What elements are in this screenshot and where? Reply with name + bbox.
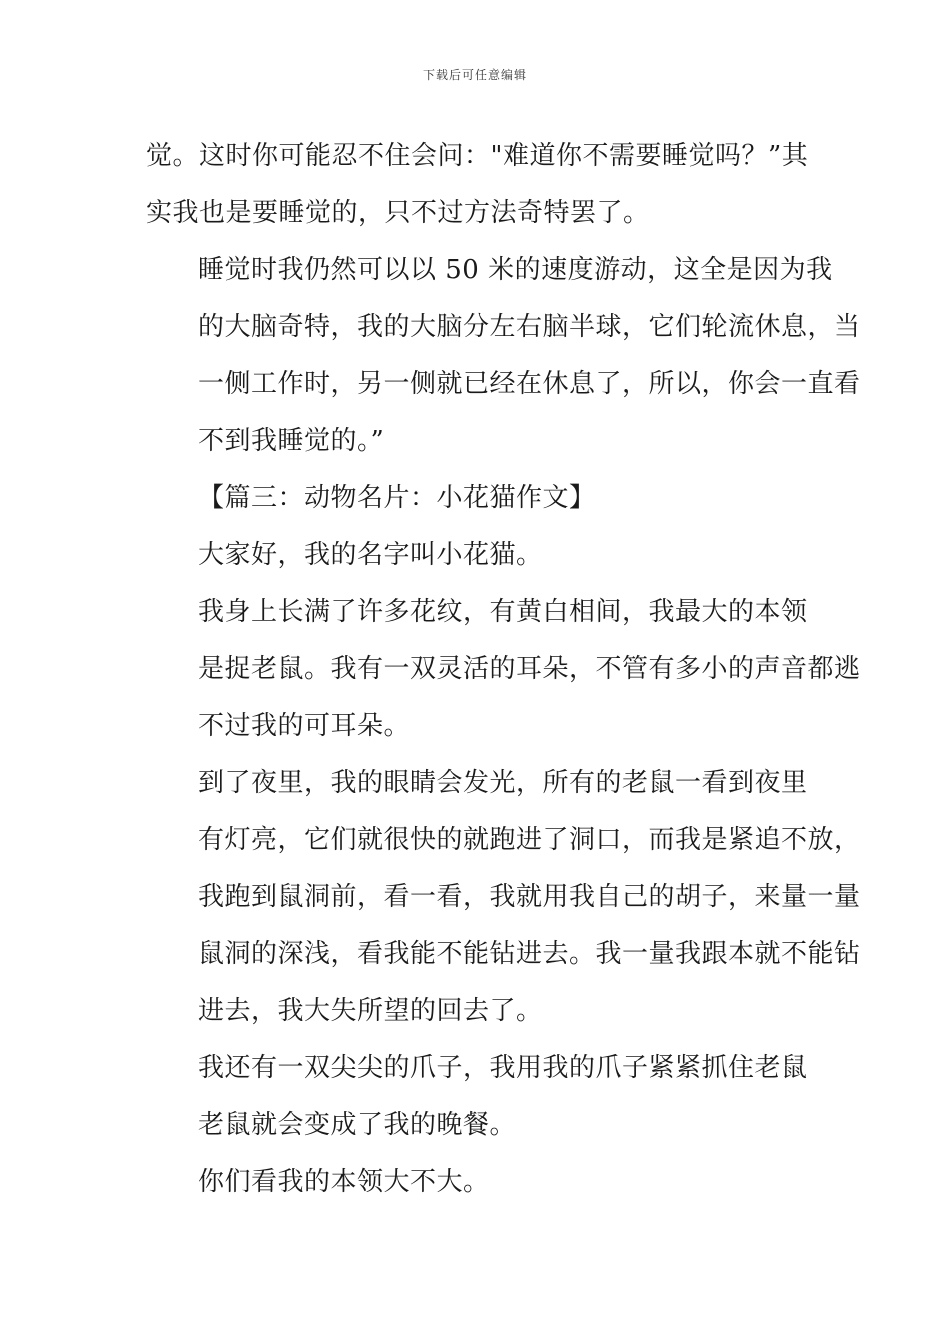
text-line: 实我也是要睡觉的，只不过方法奇特罢了。 bbox=[146, 198, 650, 228]
text-line: 我还有一双尖尖的爪子，我用我的爪子紧紧抓住老鼠 bbox=[198, 1053, 808, 1083]
text-line: 不到我睡觉的。” bbox=[198, 426, 385, 456]
text-line: 睡觉时我仍然可以以 50 米的速度游动，这全是因为我 bbox=[198, 255, 833, 285]
text-line: 觉。这时你可能忍不住会问："难道你不需要睡觉吗？”其 bbox=[146, 141, 809, 171]
text-line: 是捉老鼠。我有一双灵活的耳朵，不管有多小的声音都逃 bbox=[198, 654, 861, 684]
paragraph bbox=[146, 1154, 808, 1211]
text-line: 【篇三：动物名片：小花猫作文】 bbox=[198, 483, 596, 513]
text-line: 的大脑奇特，我的大脑分左右脑半球，它们轮流休息，当 bbox=[198, 312, 861, 342]
page-header: 下载后可任意编辑 bbox=[422, 68, 527, 82]
text-line: 有灯亮，它们就很快的就跑进了洞口，而我是紧追不放， bbox=[198, 825, 861, 855]
text-line: 到了夜里，我的眼睛会发光，所有的老鼠一看到夜里 bbox=[198, 768, 808, 798]
document-body bbox=[146, 128, 861, 1211]
text-line: 你们看我的本领大不大。 bbox=[198, 1167, 490, 1197]
text-line: 我身上长满了许多花纹，有黄白相间，我最大的本领 bbox=[198, 597, 808, 627]
text-line: 一侧工作时，另一侧就已经在休息了，所以，你会一直看 bbox=[198, 369, 861, 399]
paragraph bbox=[146, 755, 861, 1040]
text-line: 鼠洞的深浅，看我能不能钻进去。我一量我跟本就不能钻 bbox=[198, 939, 861, 969]
paragraph bbox=[146, 527, 808, 584]
text-line: 不过我的可耳朵。 bbox=[198, 711, 411, 741]
text-line: 老鼠就会变成了我的晚餐。 bbox=[198, 1110, 517, 1140]
paragraph bbox=[146, 242, 861, 470]
paragraph bbox=[146, 128, 808, 242]
paragraph bbox=[146, 470, 808, 527]
text-line: 大家好，我的名字叫小花猫。 bbox=[198, 540, 543, 570]
paragraph bbox=[146, 584, 861, 755]
paragraph bbox=[146, 1040, 808, 1154]
text-line: 我跑到鼠洞前，看一看，我就用我自己的胡子，来量一量 bbox=[198, 882, 861, 912]
text-line: 进去，我大失所望的回去了。 bbox=[198, 996, 543, 1026]
